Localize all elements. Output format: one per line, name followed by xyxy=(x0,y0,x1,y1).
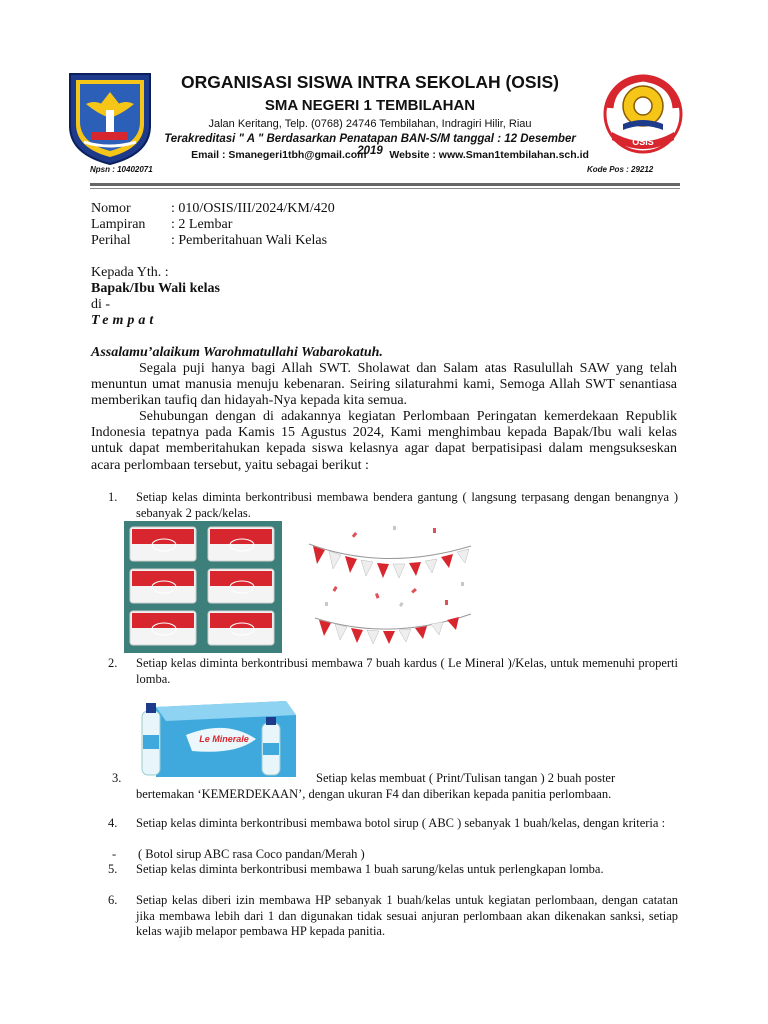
meta-value: : 010/OSIS/III/2024/KM/420 xyxy=(171,201,335,216)
school-address: Jalan Keritang, Telp. (0768) 24746 Tembilahan, Indragiri Hilir, Riau xyxy=(208,118,532,130)
accreditation-line: Terakreditasi " A " Berdasarkan Penatapan BAN-S/M tanggal : 12 Desember 2019 xyxy=(164,133,576,157)
list-number: 6. xyxy=(108,893,118,907)
list-text: Setiap kelas diminta berkontribusi membawa 1 buah sarung/kelas untuk perlengkapan lomba. xyxy=(136,862,604,876)
meta-label: Perihal xyxy=(91,233,131,248)
meta-label: Nomor xyxy=(91,201,131,216)
list-text-continued: bertemakan ‘KEMERDEKAAN’, dengan ukuran F4 dan diberikan kepada panitia perlombaan. xyxy=(136,787,612,801)
le-minerale-carton-photo xyxy=(136,695,300,780)
school-crest-logo xyxy=(64,70,156,166)
recipient-salutation: Kepada Yth. : xyxy=(91,265,169,280)
npsn-text: Npsn : 10402071 xyxy=(90,165,153,174)
list-text: Setiap kelas diminta berkontribusi membawa 7 buah kardus ( Le Mineral )/Kelas, untuk memenuhi properti lomba. xyxy=(136,656,678,686)
list-text: Setiap kelas diberi izin membawa HP sebanyak 1 buah/kelas untuk kegiatan perlombaan, dengan catatan jika membawa lebih dari 1 dan digunakan tidak sesuai anjuran perlombaan akan dikenakan sanksi, setiap kelas wajib melapor pembawa HP kepada panitia. xyxy=(136,893,678,938)
meta-nomor xyxy=(91,201,335,217)
recipient-di: di - xyxy=(91,297,111,312)
body-paragraph-1: Segala puji hanya bagi Allah SWT. Sholawat dan Salam atas Rasulullah SAW yang telah menuntun umat manusia menuju kebenaran. Seiring silaturahmi kami, Semoga Allah SWT senantiasa memberikan taufiq dan hidayah-Nya kepada kita semua. xyxy=(91,361,677,409)
meta-value: : 2 Lembar xyxy=(171,217,233,232)
meta-value: : Pemberitahuan Wali Kelas xyxy=(171,233,328,248)
meta-lampiran xyxy=(91,217,232,233)
letterhead-divider-thin xyxy=(90,188,680,189)
body-paragraph-2: Sehubungan dengan di adakannya kegiatan Perlombaan Peringatan kemerdekaan Republik Indonesia tepatnya pada Kamis 15 Agustus 2024, Kami menghimbau kepada Bapak/Ibu wali kelas untuk dapat memberitahukan kepada siswa kelasnya agar dapat berpatisipasi dalam mengsukseskan acara perlombaan tersebut, yaitu sebagai berikut : xyxy=(91,409,677,473)
bunting-flags-image xyxy=(305,522,475,650)
list-item xyxy=(108,893,678,940)
list-item xyxy=(108,490,678,521)
list-item xyxy=(108,862,678,878)
osis-logo xyxy=(600,72,686,156)
email-text: Email : Smanegeri1tbh@gmail.com xyxy=(191,149,367,161)
osis-logo-text: OSIS xyxy=(632,137,654,147)
school-name: SMA NEGERI 1 TEMBILAHAN xyxy=(264,97,476,114)
organization-name: ORGANISASI SISWA INTRA SEKOLAH (OSIS) xyxy=(181,72,559,92)
list-number: 3. xyxy=(112,771,122,785)
letterhead-divider-thick xyxy=(90,183,680,186)
list-text: Setiap kelas diminta berkontribusi membawa bendera gantung ( langsung terpasang dengan benangnya ) sebanyak 2 pack/kelas. xyxy=(136,490,678,520)
sub-list-item xyxy=(112,847,365,862)
flag-packs-photo xyxy=(124,521,282,653)
greeting: Assalamu’alaikum Warohmatullahi Wabarokatuh. xyxy=(91,345,383,360)
list-number: 1. xyxy=(108,490,118,504)
list-number: 4. xyxy=(108,816,118,830)
list-item xyxy=(108,816,678,832)
list-text: Setiap kelas diminta berkontribusi membawa botol sirup ( ABC ) sebanyak 1 buah/kelas, dengan kriteria : xyxy=(136,816,666,830)
list-text: Setiap kelas membuat ( Print/Tulisan tangan ) 2 buah poster xyxy=(316,771,616,785)
sub-list-bullet: - xyxy=(112,847,117,861)
website-text: Website : www.Sman1tembilahan.sch.id xyxy=(389,149,589,161)
meta-label: Lampiran xyxy=(91,217,146,232)
product-brand-text: Le Minerale xyxy=(199,734,249,744)
meta-perihal xyxy=(91,233,327,249)
contact-line xyxy=(160,149,620,161)
sub-list-text: ( Botol sirup ABC rasa Coco pandan/Merah ) xyxy=(138,847,365,861)
recipient-place: Tempat xyxy=(91,313,158,328)
list-number: 2. xyxy=(108,656,118,670)
list-number: 5. xyxy=(108,862,118,876)
list-item xyxy=(108,656,678,687)
postal-code-text: Kode Pos : 29212 xyxy=(587,165,654,174)
recipient-name: Bapak/Ibu Wali kelas xyxy=(91,281,220,296)
